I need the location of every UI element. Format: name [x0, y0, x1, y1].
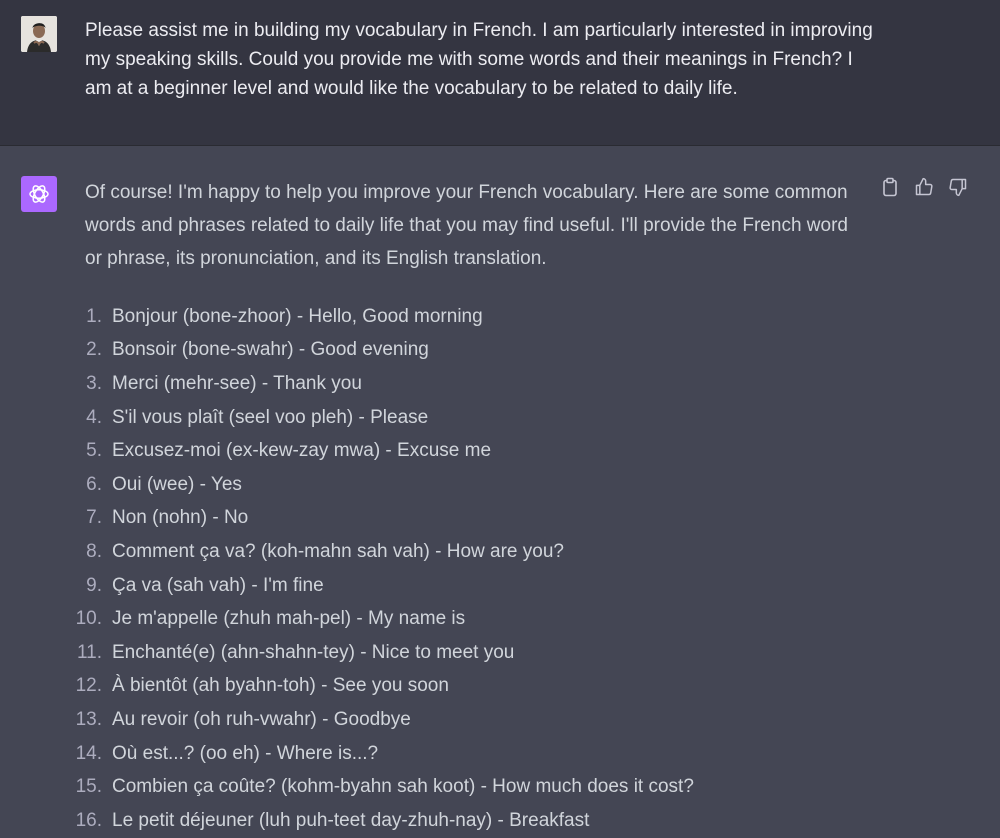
list-item-number: 16.: [75, 809, 102, 831]
list-item-text: Bonsoir (bone-swahr) - Good evening: [112, 339, 429, 361]
list-item: [70, 468, 870, 502]
list-item: [70, 401, 870, 435]
list-item: [70, 737, 870, 771]
list-item-text: Comment ça va? (koh-mahn sah vah) - How are you?: [112, 540, 564, 562]
dislike-button[interactable]: [948, 176, 968, 198]
assistant-avatar: [21, 176, 57, 212]
list-item-number: 7.: [86, 507, 102, 529]
list-item-text: Bonjour (bone-zhoor) - Hello, Good morning: [112, 305, 483, 327]
list-item-text: Combien ça coûte? (kohm-byahn sah koot) - How much does it cost?: [112, 776, 694, 798]
list-item: [70, 535, 870, 569]
user-message-row: [0, 0, 1000, 146]
list-item-number: 15.: [75, 776, 102, 798]
list-item-text: S'il vous plaît (seel voo pleh) - Please: [112, 406, 429, 428]
list-item: [70, 670, 870, 704]
list-item-text: Le petit déjeuner (luh puh-teet day-zhuh-nay) - Breakfast: [112, 809, 590, 831]
list-item-number: 9.: [86, 574, 102, 596]
list-item-number: 3.: [86, 372, 102, 394]
list-item-number: 6.: [86, 473, 102, 495]
assistant-message-row: [0, 146, 1000, 833]
list-item: [70, 770, 870, 804]
vocabulary-list: [70, 300, 870, 838]
list-item-text: Non (nohn) - No: [112, 507, 249, 529]
copy-button[interactable]: [880, 176, 900, 198]
list-item-text: Excusez-moi (ex-kew-zay mwa) - Excuse me: [112, 440, 492, 462]
list-item-text: Oui (wee) - Yes: [112, 473, 242, 495]
list-item-number: 1.: [86, 305, 102, 327]
list-item-number: 8.: [86, 540, 102, 562]
list-item-number: 11.: [76, 641, 102, 663]
thumbs-down-icon: [948, 177, 968, 197]
like-button[interactable]: [914, 176, 934, 198]
list-item-number: 12.: [75, 675, 102, 697]
openai-logo-icon: [27, 182, 51, 206]
list-item: [70, 602, 870, 636]
user-message-text: Please assist me in building my vocabulary in French. I am particularly interested in improving my speaking skills. Could you provide me with some words and their meanings in French? I am at a beginner level and would like the vocabulary to be related to daily life.: [85, 20, 873, 99]
list-item-number: 14.: [75, 742, 102, 764]
list-item: [70, 334, 870, 368]
list-item-text: Enchanté(e) (ahn-shahn-tey) - Nice to meet you: [112, 641, 515, 663]
user-avatar-icon: [21, 16, 57, 52]
list-item: [70, 804, 870, 838]
list-item: [70, 434, 870, 468]
list-item-text: À bientôt (ah byahn-toh) - See you soon: [112, 675, 449, 697]
list-item: [70, 300, 870, 334]
list-item-text: Ça va (sah vah) - I'm fine: [112, 574, 324, 596]
thumbs-up-icon: [914, 177, 934, 197]
list-item-number: 4.: [86, 406, 102, 428]
list-item-text: Où est...? (oo eh) - Where is...?: [112, 742, 379, 764]
list-item-text: Au revoir (oh ruh-vwahr) - Goodbye: [112, 708, 411, 730]
list-item-text: Je m'appelle (zhuh mah-pel) - My name is: [112, 608, 466, 630]
list-item: [70, 502, 870, 536]
list-item-text: Merci (mehr-see) - Thank you: [112, 372, 362, 394]
list-item-number: 5.: [86, 440, 102, 462]
list-item-number: 10.: [75, 608, 102, 630]
message-actions: [880, 176, 968, 198]
assistant-intro-text: Of course! I'm happy to help you improve your French vocabulary. Here are some common words and phrases related to daily life that you may find useful. I'll provide the French word or phrase, its pronunciation, and its English translation.: [85, 182, 848, 269]
list-item: [70, 569, 870, 603]
list-item: [70, 367, 870, 401]
list-item: [70, 703, 870, 737]
list-item-number: 13.: [75, 708, 102, 730]
list-item-number: 2.: [86, 339, 102, 361]
user-avatar: [21, 16, 57, 52]
clipboard-icon: [881, 177, 899, 197]
list-item: [70, 636, 870, 670]
